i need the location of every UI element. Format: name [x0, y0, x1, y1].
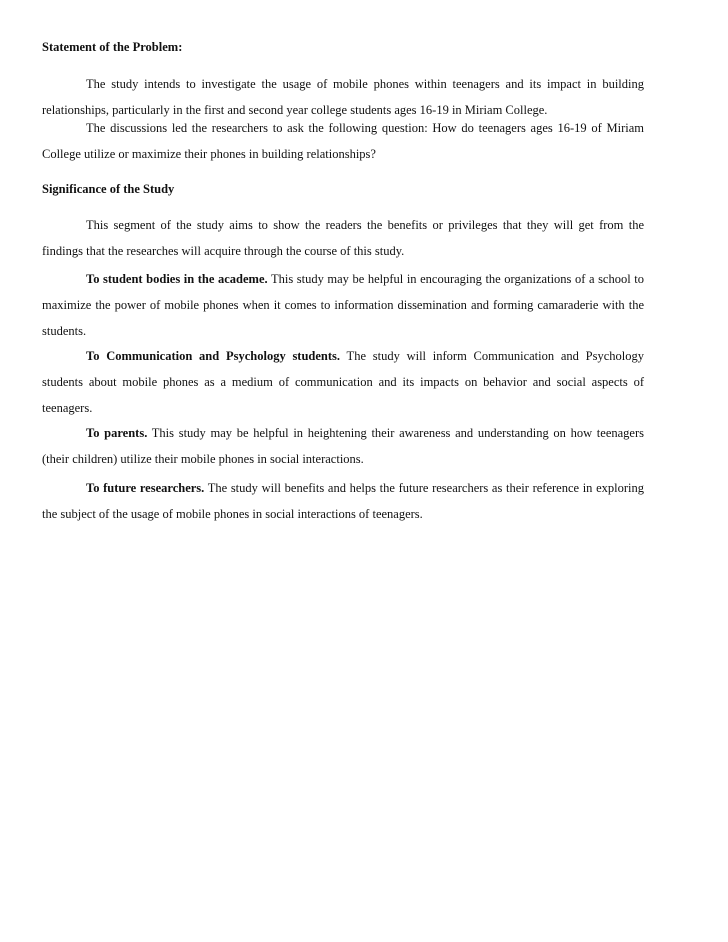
- item-text: This study may be helpful in encouraging the organizations of a school to maximize the power of mobile phones when it comes to information dissemination and forming camaraderie with the students.: [42, 272, 644, 338]
- item-text: The study will benefits and helps the future researchers as their reference in exploring the subject of the usage of mobile phones in social interactions of teenagers.: [42, 481, 644, 521]
- item-text: The study will inform Communication and Psychology students about mobile phones as a medium of communication and its impacts on behavior and social aspects of teenagers.: [42, 349, 644, 415]
- statement-paragraph-1: The study intends to investigate the usage of mobile phones within teenagers and its impact in building relationships, particularly in the first and second year college students ages 16-19 in Miriam College.: [42, 77, 644, 117]
- significance-item-future-researchers: [42, 475, 644, 527]
- item-text: This study may be helpful in heightening their awareness and understanding on how teenagers (their children) utilize their mobile phones in social interactions.: [42, 426, 645, 466]
- item-lead: To student bodies in the academe.: [86, 272, 268, 286]
- item-lead: To parents.: [86, 426, 148, 440]
- significance-heading: Significance of the Study: [42, 182, 175, 196]
- significance-item-comm-psych-students: [42, 343, 644, 421]
- significance-item-student-bodies: [42, 266, 644, 344]
- significance-item-parents: [42, 420, 644, 472]
- item-lead: To Communication and Psychology students.: [86, 349, 341, 363]
- statement-paragraph-2: The discussions led the researchers to ask the following question: How do teenagers ages 16-19 of Miriam College utilize or maximize their phones in building relationships?: [42, 121, 644, 161]
- item-lead: To future researchers.: [86, 481, 205, 495]
- statement-heading: Statement of the Problem:: [42, 40, 183, 54]
- significance-intro-paragraph: This segment of the study aims to show the readers the benefits or privileges that they will get from the findings that the researches will acquire through the course of this study.: [42, 218, 644, 258]
